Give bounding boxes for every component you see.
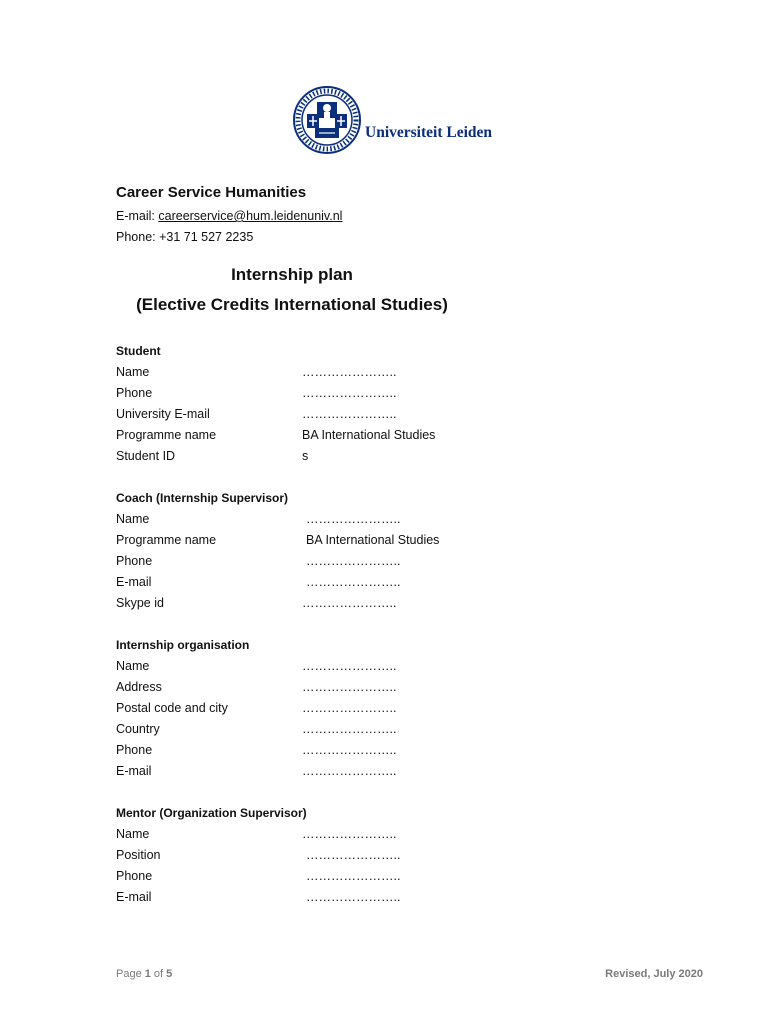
field-value[interactable]: s: [302, 449, 309, 463]
field-label: Student ID: [116, 449, 176, 463]
page-total: 5: [166, 968, 173, 980]
field-label: Name: [116, 659, 150, 673]
field-value[interactable]: …………………..: [302, 764, 397, 778]
field-label: Name: [116, 827, 150, 841]
field-label: Name: [116, 512, 150, 526]
document-subtitle: (Elective Credits International Studies): [136, 295, 448, 314]
field-label: Phone: [116, 386, 153, 400]
field-value[interactable]: …………………..: [302, 365, 397, 379]
field-value[interactable]: …………………..: [302, 743, 397, 757]
field-label: University E-mail: [116, 407, 210, 421]
field-value[interactable]: …………………..: [302, 701, 397, 715]
field-value[interactable]: …………………..: [302, 680, 397, 694]
field-label: Programme name: [116, 533, 217, 547]
field-label: Phone: [116, 743, 153, 757]
section-heading-student: Student: [116, 344, 161, 358]
field-label: Programme name: [116, 428, 217, 442]
field-value[interactable]: BA International Studies: [306, 533, 440, 547]
field-value[interactable]: …………………..: [306, 554, 401, 568]
field-label: Postal code and city: [116, 701, 228, 715]
section-heading-coach: Coach (Internship Supervisor): [116, 491, 289, 505]
revision-date: Revised, July 2020: [605, 968, 703, 980]
email-line: [116, 209, 342, 223]
phone-line: Phone: +31 71 527 2235: [116, 230, 254, 244]
field-label: E-mail: [116, 764, 152, 778]
section-heading-mentor: Mentor (Organization Supervisor): [116, 806, 307, 820]
field-value[interactable]: …………………..: [302, 659, 397, 673]
field-value[interactable]: …………………..: [306, 575, 401, 589]
field-value[interactable]: …………………..: [306, 848, 401, 862]
field-label: E-mail: [116, 575, 152, 589]
field-label: Address: [116, 680, 162, 694]
page-prefix: Page: [116, 968, 145, 980]
section-heading-organisation: Internship organisation: [116, 638, 250, 652]
leiden-seal-icon: [293, 86, 361, 154]
page-number: [116, 968, 172, 980]
field-label: Country: [116, 722, 160, 736]
page-of: of: [150, 968, 167, 980]
email-label: E-mail:: [116, 209, 159, 223]
university-name: Universiteit Leiden: [365, 124, 492, 141]
field-label: Phone: [116, 554, 153, 568]
field-value[interactable]: …………………..: [302, 407, 397, 421]
field-label: Name: [116, 365, 150, 379]
field-label: E-mail: [116, 890, 152, 904]
field-value[interactable]: …………………..: [306, 869, 401, 883]
field-label: Phone: [116, 869, 153, 883]
page-current: 1: [144, 968, 151, 980]
career-service-title: Career Service Humanities: [116, 184, 307, 201]
email-link[interactable]: careerservice@hum.leidenuniv.nl: [158, 209, 343, 223]
field-value[interactable]: …………………..: [302, 386, 397, 400]
field-value[interactable]: …………………..: [302, 722, 397, 736]
field-label: Skype id: [116, 596, 164, 610]
field-value[interactable]: …………………..: [306, 512, 401, 526]
field-label: Position: [116, 848, 161, 862]
field-value[interactable]: BA International Studies: [302, 428, 436, 442]
field-value[interactable]: …………………..: [302, 827, 397, 841]
field-value[interactable]: …………………..: [306, 890, 401, 904]
field-value[interactable]: …………………..: [302, 596, 397, 610]
university-logo: [293, 86, 493, 160]
document-title: Internship plan: [231, 265, 353, 284]
